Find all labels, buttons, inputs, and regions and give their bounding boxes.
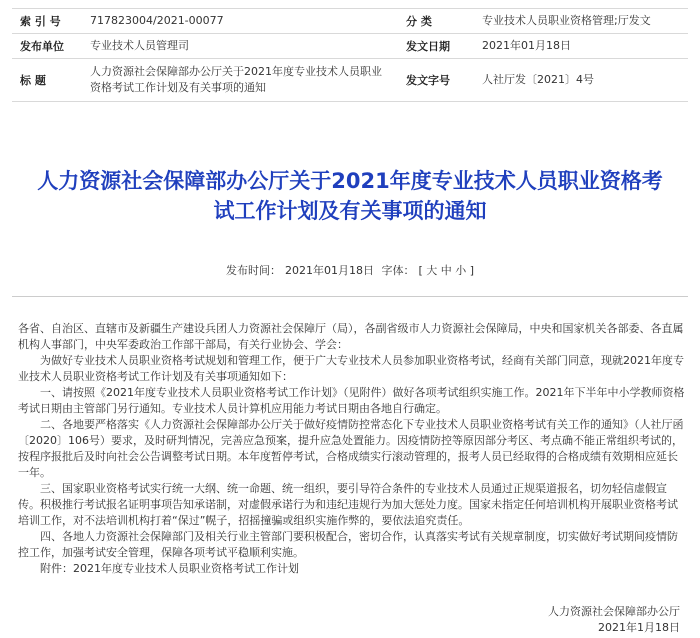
body-paragraph: 三、国家职业资格考试实行统一大纲、统一命题、统一组织，要引导符合条件的专业技术人员通过正规渠道报名，切勿轻信虚假宣传。积极推行考试报名证明事项告知承诺制，对虚假承诺行为和违纪违规行为加大惩处力度。国家未指定任何培训机构开展职业资格考试培训工作，对不法培训机构打着“保过”幌子，招摇撞骗或组织实施作弊的，要依法追究责任。 (18, 482, 678, 527)
body-paragraph: 一、请按照《2021年度专业技术人员职业资格考试工作计划》（见附件）做好各项考试组织实施工作。2021年下半年中小学教师资格考试日期由主管部门另行通知。专业技术人员计算机应用能力考试日期由各地自行确定。 (18, 386, 685, 415)
metadata-row (12, 59, 688, 102)
publisher-value: 专业技术人员管理司 (82, 34, 398, 59)
title-value: 人力资源社会保障部办公厅关于2021年度专业技术人员职业资格考试工作计划及有关事项的通知 (82, 59, 398, 102)
issue-date-label: 发文日期 (398, 34, 474, 59)
publish-info-bar (0, 262, 700, 278)
issue-date-value: 2021年01月18日 (474, 34, 688, 59)
font-size-selector[interactable]: [ 大 中 小 ] (418, 264, 475, 277)
index-number-label: 索 引 号 (12, 9, 82, 34)
signature-date: 2021年1月18日 (598, 621, 680, 634)
signature-block (548, 604, 680, 636)
document-number-label: 发文字号 (398, 59, 474, 102)
salutation-paragraph: 各省、自治区、直辖市及新疆生产建设兵团人力资源社会保障厅（局），各副省级市人力资源社会保障局，中央和国家机关各部委、各直属机构人事部门，中央军委政治工作部干部局，有关行业协会、学会： (18, 322, 684, 351)
body-paragraph: 为做好专业技术人员职业资格考试规划和管理工作，便于广大专业技术人员参加职业资格考试，经商有关部门同意，现就2021年度专业技术人员职业资格考试工作计划及有关事项通知如下： (18, 354, 684, 383)
divider (12, 296, 688, 297)
signature-organization: 人力资源社会保障部办公厅 (548, 605, 680, 618)
publish-time-label: 发布时间： (225, 264, 281, 277)
publish-time-value: 2021年01月18日 (284, 264, 374, 277)
article-title: 人力资源社会保障部办公厅关于2021年度专业技术人员职业资格考试工作计划及有关事项的通知 (37, 169, 663, 223)
metadata-row (12, 9, 688, 34)
document-metadata-table (12, 8, 688, 102)
metadata-row (12, 34, 688, 59)
title-label: 标 题 (12, 59, 82, 102)
document-number-value: 人社厅发〔2021〕4号 (474, 59, 688, 102)
attachment-link[interactable]: 附件：2021年度专业技术人员职业资格考试工作计划 (40, 562, 299, 575)
body-paragraph: 四、各地人力资源社会保障部门及相关行业主管部门要积极配合，密切合作，认真落实考试有关规章制度，切实做好考试期间疫情防控工作，加强考试安全管理，保障各项考试平稳顺利实施。 (18, 530, 678, 559)
category-value: 专业技术人员职业资格管理;厅发文 (474, 9, 688, 34)
font-size-label: 字体： (381, 264, 415, 277)
category-label: 分 类 (398, 9, 474, 34)
publisher-label: 发布单位 (12, 34, 82, 59)
body-paragraph: 二、各地要严格落实《人力资源社会保障部办公厅关于做好疫情防控常态化下专业技术人员职业资格考试有关工作的通知》（人社厅函〔2020〕106号）要求，及时研判情况，完善应急预案，提升应急处置能力。因疫情防控等原因部分考区、考点确不能正常组织考试的，按程序报批后及时向社会公告调整考试日期。本年度暂停考试，合格成绩实行滚动管理的，报考人员已经取得的合格成绩有效期相应延长一年。 (18, 418, 684, 479)
article-body (18, 321, 686, 577)
index-number-value: 717823004/2021-00077 (82, 9, 398, 34)
